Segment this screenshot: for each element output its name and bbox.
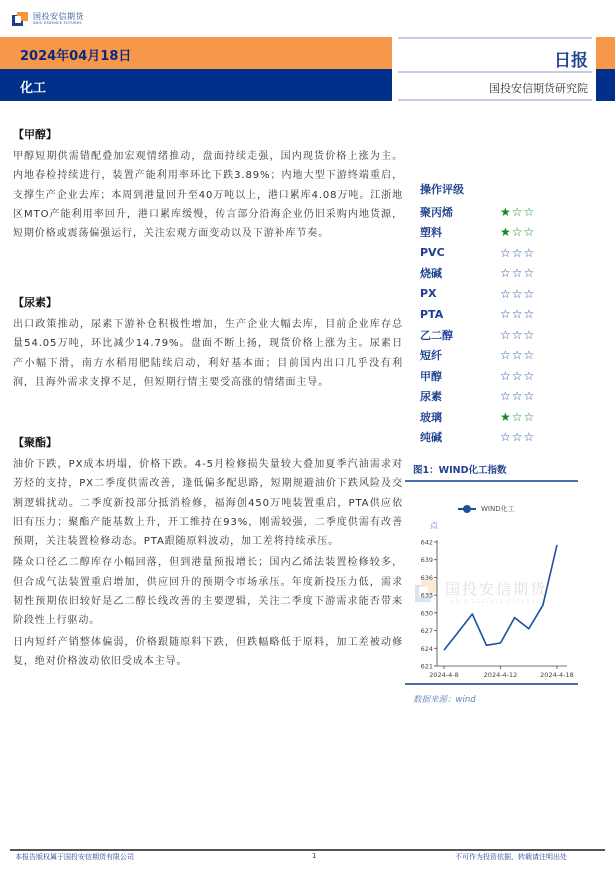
header-orange-strip	[596, 37, 615, 69]
rating-item-name: 尿素	[420, 390, 442, 404]
star-empty-icon: ☆	[511, 266, 523, 281]
star-empty-icon: ☆	[523, 225, 535, 240]
section-title: 【聚酯】	[13, 436, 57, 449]
star-empty-icon: ☆	[511, 389, 523, 404]
rating-row	[420, 243, 580, 264]
rating-row	[420, 345, 580, 366]
header-blue-strip	[596, 69, 615, 101]
section-paragraph: 隆众口径乙二醇库存小幅回落，但到港量预报增长；国内乙烯法装置检修较多，但合成气法装置重启增加，供应回升的预期令市场承压。年度新投压力低，需求韧性预期依旧较好是乙二醇长线改善的主要逻辑，关注二季度下游需求能否带来阶段性上行驱动。	[13, 557, 403, 627]
x-tick-label: 2024-4-12	[483, 671, 518, 679]
star-empty-icon: ☆	[500, 430, 511, 445]
x-tick-label: 2024-4-18	[540, 671, 574, 679]
rating-item-name: 聚丙烯	[420, 205, 453, 219]
chart-legend	[458, 504, 515, 514]
line-chart	[405, 530, 585, 680]
rating-stars	[500, 226, 534, 238]
y-tick-label: 624	[420, 644, 433, 653]
logo-name-en: SDIC ESSENCE FUTURES	[33, 20, 82, 25]
star-empty-icon: ☆	[511, 286, 523, 301]
report-sector: 化工	[20, 81, 47, 96]
rating-panel	[420, 181, 580, 448]
rating-item-name: 短纤	[420, 349, 442, 363]
rating-row	[420, 284, 580, 305]
rating-row	[420, 202, 580, 223]
figure-divider	[405, 480, 578, 482]
company-logo	[12, 12, 84, 26]
rating-stars	[500, 247, 534, 259]
rating-item-name: 纯碱	[420, 431, 442, 445]
star-empty-icon: ☆	[523, 245, 535, 260]
section-methanol	[13, 126, 403, 243]
star-empty-icon: ☆	[500, 389, 511, 404]
figure-title: 图1：WIND化工指数	[413, 465, 507, 476]
star-filled-icon: ★	[500, 409, 511, 424]
rating-row	[420, 304, 580, 325]
star-empty-icon: ☆	[523, 368, 535, 383]
rating-stars	[500, 329, 534, 341]
legend-marker-icon	[458, 508, 476, 510]
x-tick-label: 2024-4-8	[429, 671, 459, 679]
footer-disclaimer: 不可作为投资依据，转载请注明出处	[455, 853, 567, 861]
rating-item-name: PX	[420, 287, 437, 301]
star-empty-icon: ☆	[500, 368, 511, 383]
rating-row	[420, 386, 580, 407]
watermark-cn: 国投安信期货	[445, 580, 548, 598]
series-line	[444, 545, 557, 650]
star-empty-icon: ☆	[511, 327, 523, 342]
star-filled-icon: ★	[500, 225, 511, 240]
star-empty-icon: ☆	[511, 348, 523, 363]
section-paragraph: 日内短纤产销整体偏弱，价格跟随原料下跌，但跌幅略低于原料，加工差被动修复，绝对价格波动依旧受成本主导。	[13, 636, 403, 667]
star-empty-icon: ☆	[523, 307, 535, 322]
section-urea	[13, 294, 403, 392]
institute-name: 国投安信期货研究院	[489, 82, 588, 95]
rating-item-name: 乙二醇	[420, 328, 453, 342]
section-paragraph: 油价下跌，PX成本坍塌，价格下跌。4-5月检修损失量较大叠加夏季汽油需求对芳烃的支持，PX二季度供需改善，逢低偏多配思路，短期规避油价下跌风险及交割逻辑扰动。二季度新投部分抵消检修，福海创450万吨装置重启，PTA供应依旧有压力；聚酯产能基数上升，开工维持在93%，刚需较强，二季度供需有改善预期，关注装置检修动态。PTA跟随原料波动，加工差将持续承压。	[13, 459, 403, 548]
rating-stars	[500, 288, 534, 300]
rating-row	[420, 366, 580, 387]
rating-item-name: PVC	[420, 246, 445, 260]
star-empty-icon: ☆	[523, 204, 535, 219]
report-type: 日报	[554, 51, 588, 71]
star-empty-icon: ☆	[511, 225, 523, 240]
star-empty-icon: ☆	[523, 430, 535, 445]
rating-row	[420, 325, 580, 346]
watermark-en: SDIC ESSENCE FUTURES	[451, 599, 541, 604]
section-polyester	[13, 434, 403, 671]
star-empty-icon: ☆	[500, 307, 511, 322]
rating-stars	[500, 308, 534, 320]
y-tick-label: 639	[420, 556, 433, 565]
logo-name-cn: 国投安信期货	[33, 11, 84, 21]
star-empty-icon: ☆	[511, 245, 523, 260]
star-empty-icon: ☆	[523, 266, 535, 281]
y-tick-label: 633	[420, 591, 433, 600]
star-empty-icon: ☆	[511, 368, 523, 383]
report-type-box	[392, 37, 596, 101]
rating-row	[420, 407, 580, 428]
report-date: 2024年04月18日	[20, 49, 132, 64]
rating-item-name: 塑料	[420, 226, 442, 240]
rating-title: 操作评级	[420, 183, 464, 196]
y-tick-label: 621	[420, 662, 433, 671]
rating-item-name: 甲醇	[420, 369, 442, 383]
rating-stars	[500, 431, 534, 443]
star-empty-icon: ☆	[500, 245, 511, 260]
star-empty-icon: ☆	[523, 409, 535, 424]
footer-copyright: 本报告版权属于国投安信期货有限公司	[15, 853, 134, 861]
star-empty-icon: ☆	[523, 348, 535, 363]
section-title: 【甲醇】	[13, 128, 57, 141]
rating-row	[420, 427, 580, 448]
figure-bottom-divider	[405, 683, 578, 685]
rating-item-name: 玻璃	[420, 410, 442, 424]
rating-stars	[500, 370, 534, 382]
rating-stars	[500, 390, 534, 402]
rating-stars	[500, 267, 534, 279]
rating-item-name: PTA	[420, 307, 444, 321]
star-empty-icon: ☆	[500, 286, 511, 301]
star-empty-icon: ☆	[500, 266, 511, 281]
legend-label: WIND化工	[481, 505, 515, 513]
rating-row	[420, 263, 580, 284]
rating-stars	[500, 411, 534, 423]
star-empty-icon: ☆	[511, 307, 523, 322]
star-empty-icon: ☆	[523, 389, 535, 404]
star-empty-icon: ☆	[523, 286, 535, 301]
footer-divider	[10, 849, 605, 851]
logo-mark-icon	[12, 12, 28, 26]
rating-stars	[500, 349, 534, 361]
y-tick-label: 642	[420, 538, 433, 547]
star-empty-icon: ☆	[500, 348, 511, 363]
section-paragraph: 出口政策推动，尿素下游补仓积极性增加，生产企业大幅去库，目前企业库存总量54.05万吨，环比减少14.79%。盘面不断上扬，现货价格上涨为主。尿素日产小幅下滑，南方水稻用肥陆续启动，利好基本面；目前国内出口几乎没有利润，且海外需求支撑不足，但短期行情主要受高涨的情绪面主导。	[13, 319, 403, 388]
rating-row	[420, 222, 580, 243]
header-sector-band	[0, 69, 392, 101]
section-paragraph: 甲醇短期供需错配叠加宏观情绪推动，盘面持续走强，国内现货价格上涨为主。内地春检持续进行，装置产能利用率环比下跌3.89%；内地大型下游终端重启，支撑生产企业去库；本周到港量回升至40万吨以上，港口累库4.08万吨。江浙地区MTO产能利用率回升，港口累库缓慢，传言部分沿海企业仍旧采购内地货源，短期价格或震荡偏强运行，关注宏观方面变动以及下游补库节奏。	[13, 151, 403, 240]
rating-stars	[500, 206, 534, 218]
star-empty-icon: ☆	[511, 430, 523, 445]
y-tick-label: 636	[420, 573, 433, 582]
section-title: 【尿素】	[13, 296, 57, 309]
rating-item-name: 烧碱	[420, 267, 442, 281]
star-empty-icon: ☆	[511, 409, 523, 424]
y-tick-label: 630	[420, 609, 433, 618]
star-empty-icon: ☆	[511, 204, 523, 219]
star-empty-icon: ☆	[523, 327, 535, 342]
data-source: 数据来源：wind	[413, 695, 476, 705]
star-filled-icon: ★	[500, 204, 511, 219]
chart-unit-label: 点	[430, 521, 438, 530]
star-empty-icon: ☆	[500, 327, 511, 342]
page-number: 1	[312, 852, 317, 860]
y-tick-label: 627	[420, 627, 433, 636]
